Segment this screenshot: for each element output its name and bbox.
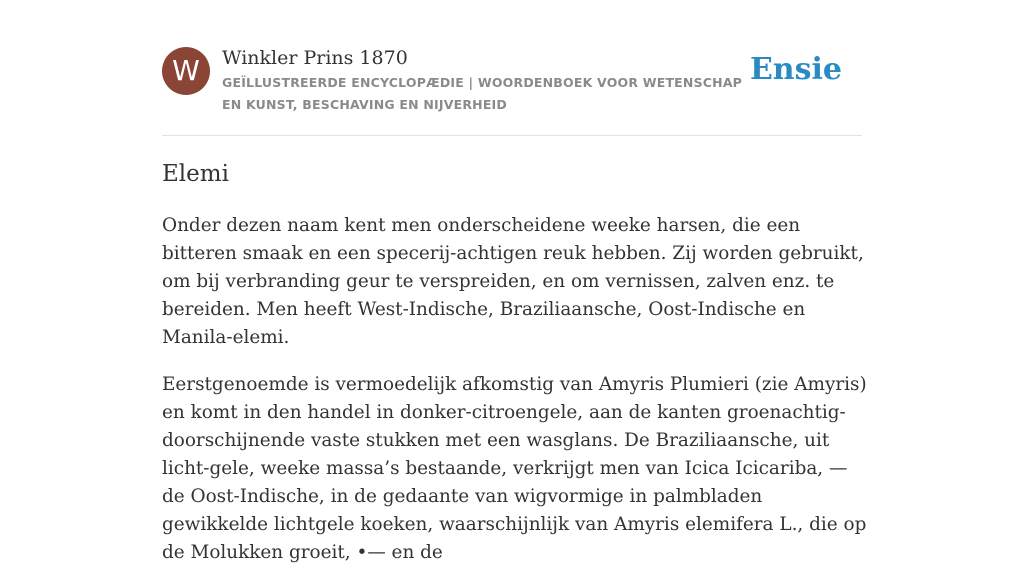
article-paragraph: Onder dezen naam kent men onderscheidene weeke harsen, die een bitteren smaak en een specerij-achtigen reuk hebben. Zij worden gebruikt, om bij verbranding geur te verspreiden, en om vernissen, zalven enz. te bereiden. Men heeft West-Indische, Braziliaansche, Oost-Indische en Manila-elemi. xyxy=(162,215,864,348)
source-avatar[interactable]: W xyxy=(162,47,210,95)
source-title[interactable]: Winkler Prins 1870 xyxy=(222,47,408,69)
source-subtitle: GEÏLLUSTREERDE ENCYCLOPÆDIE | WOORDENBOEK VOOR WETENSCHAP EN KUNST, BESCHAVING EN NIJVERHEID xyxy=(222,75,743,112)
article-title: Elemi xyxy=(162,161,229,187)
header-divider xyxy=(162,135,862,136)
ensie-logo-link[interactable]: Ensie xyxy=(749,52,842,87)
article-paragraph: Eerstgenoemde is vermoedelijk afkomstig van Amyris Plumieri (zie Amyris) en komt in den handel in donker-citroengele, aan de kanten groenachtig-doorschijnende vaste stukken met een wasglans. De Braziliaansche, uit licht-gele, weeke massa’s bestaande, verkrijgt men van Icica Icicariba, — de Oost-Indische, in de gedaante van wigvormige in palmbladen gewikkelde lichtgele koeken, waarschijnlijk van Amyris elemifera L., die op de Molukken groeit, •— en de xyxy=(162,374,867,563)
source-header xyxy=(162,46,862,136)
article-body xyxy=(162,212,874,586)
